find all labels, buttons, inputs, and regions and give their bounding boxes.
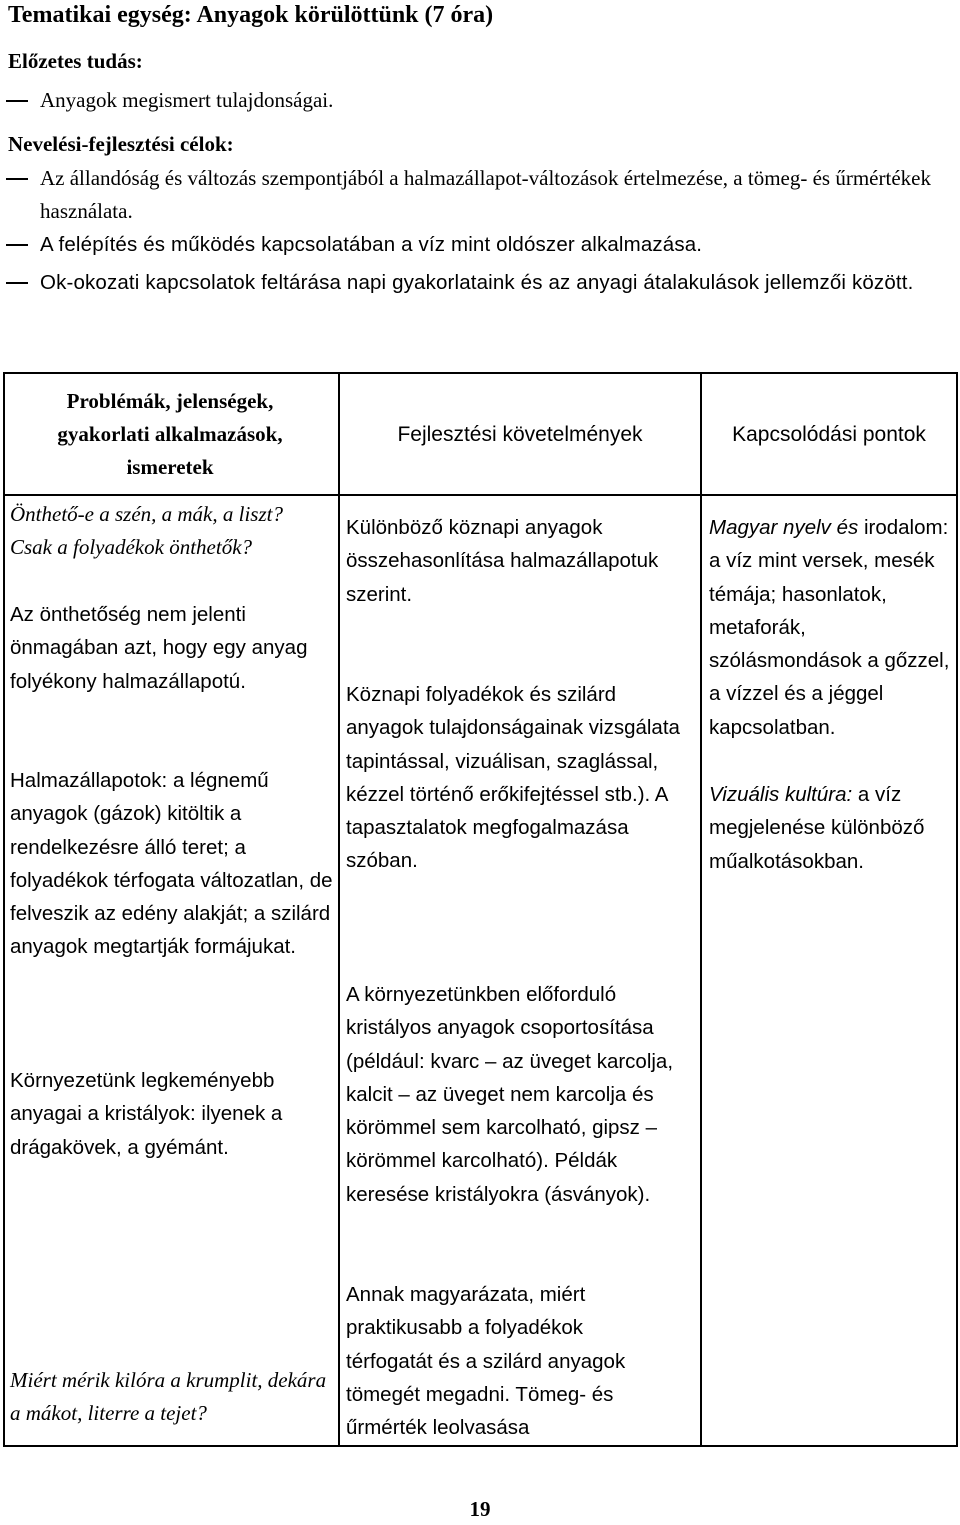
col3-literature xyxy=(709,511,954,744)
col3-literature-text: irodalom: a víz mint versek, mesék témája; hasonlatok, metaforák, szólásmondások a gőzzel, a vízzel és a jéggel kapcsolatban. xyxy=(709,516,950,739)
col2-volume-mass: Annak magyarázata, miért praktikusabb a folyadékok térfogatát és a szilárd anyagok tömegét megadni. Tömeg- és űrmérték leolvasása xyxy=(346,1283,626,1440)
col3-visual-label: Vizuális kultúra: xyxy=(709,783,853,806)
table-divider-2 xyxy=(700,372,702,1447)
col1-crystals: Környezetünk legkeményebb anyagai a kristályok: ilyenek a drágakövek, a gyémánt. xyxy=(10,1069,283,1159)
goals-heading: Nevelési-fejlesztési célok: xyxy=(8,132,234,156)
dash-bullet-icon xyxy=(6,178,28,180)
page-title: Tematikai egység: Anyagok körülöttünk (7 óra) xyxy=(8,2,494,28)
col1-states-of-matter: Halmazállapotok: a légnemű anyagok (gázok) kitöltik a rendelkezésre álló teret; a folyadékok térfogata változatlan, de felveszik az edény alakját; a szilárd anyagok megtartják formájukat. xyxy=(10,769,333,959)
col2-comparison: Különböző köznapi anyagok összehasonlítása halmazállapotuk szerint. xyxy=(346,516,659,606)
table-border-right xyxy=(956,372,958,1447)
table-divider-1 xyxy=(338,372,340,1447)
page-number: 19 xyxy=(469,1497,491,1521)
col2-crystal-grouping: A környezetünkben előforduló kristályos anyagok csoportosítása (például: kvarc – az üveget karcolja, kalcit – az üveget nem karcolja és körömmel sem karcolható, gipsz – körömmel karcolható). Példák keresése kristályokra (ásványok). xyxy=(346,983,674,1206)
col3-literature-label: Magyar nyelv és xyxy=(709,516,859,539)
dash-bullet-icon xyxy=(6,100,28,102)
header-requirements: Fejlesztési követelmények xyxy=(397,423,643,446)
header-problems: Problémák, jelenségek, gyakorlati alkalmazások, ismeretek xyxy=(57,389,283,479)
dash-bullet-icon xyxy=(6,282,28,284)
col1-question-measuring: Miért mérik kilóra a krumplit, dekára a mákot, literre a tejet? xyxy=(10,1368,327,1426)
col1-pourability-note: Az önthetőség nem jelenti önmagában azt, hogy egy anyag folyékony halmazállapotú. xyxy=(10,603,308,693)
table-border-bottom xyxy=(3,1445,958,1447)
dash-bullet-icon xyxy=(6,244,28,246)
table-border-top xyxy=(3,372,958,374)
col3-visual-text: a víz megjelenése különböző műalkotásokban. xyxy=(709,783,925,873)
prior-knowledge-heading: Előzetes tudás: xyxy=(8,49,143,73)
table-border-header xyxy=(3,494,958,496)
col1-question-pourable: Önthető-e a szén, a mák, a liszt? Csak a folyadékok önthetők? xyxy=(10,502,283,560)
header-connections: Kapcsolódási pontok xyxy=(732,423,926,446)
table-border-left xyxy=(3,372,5,1447)
col3-visual-culture xyxy=(709,778,954,878)
col2-examination: Köznapi folyadékok és szilárd anyagok tulajdonságainak vizsgálata tapintással, vizuálisan, szaglással, kézzel történő erőkifejtéssel stb.). A tapasztalatok megfogalmazása szóban. xyxy=(346,683,680,873)
